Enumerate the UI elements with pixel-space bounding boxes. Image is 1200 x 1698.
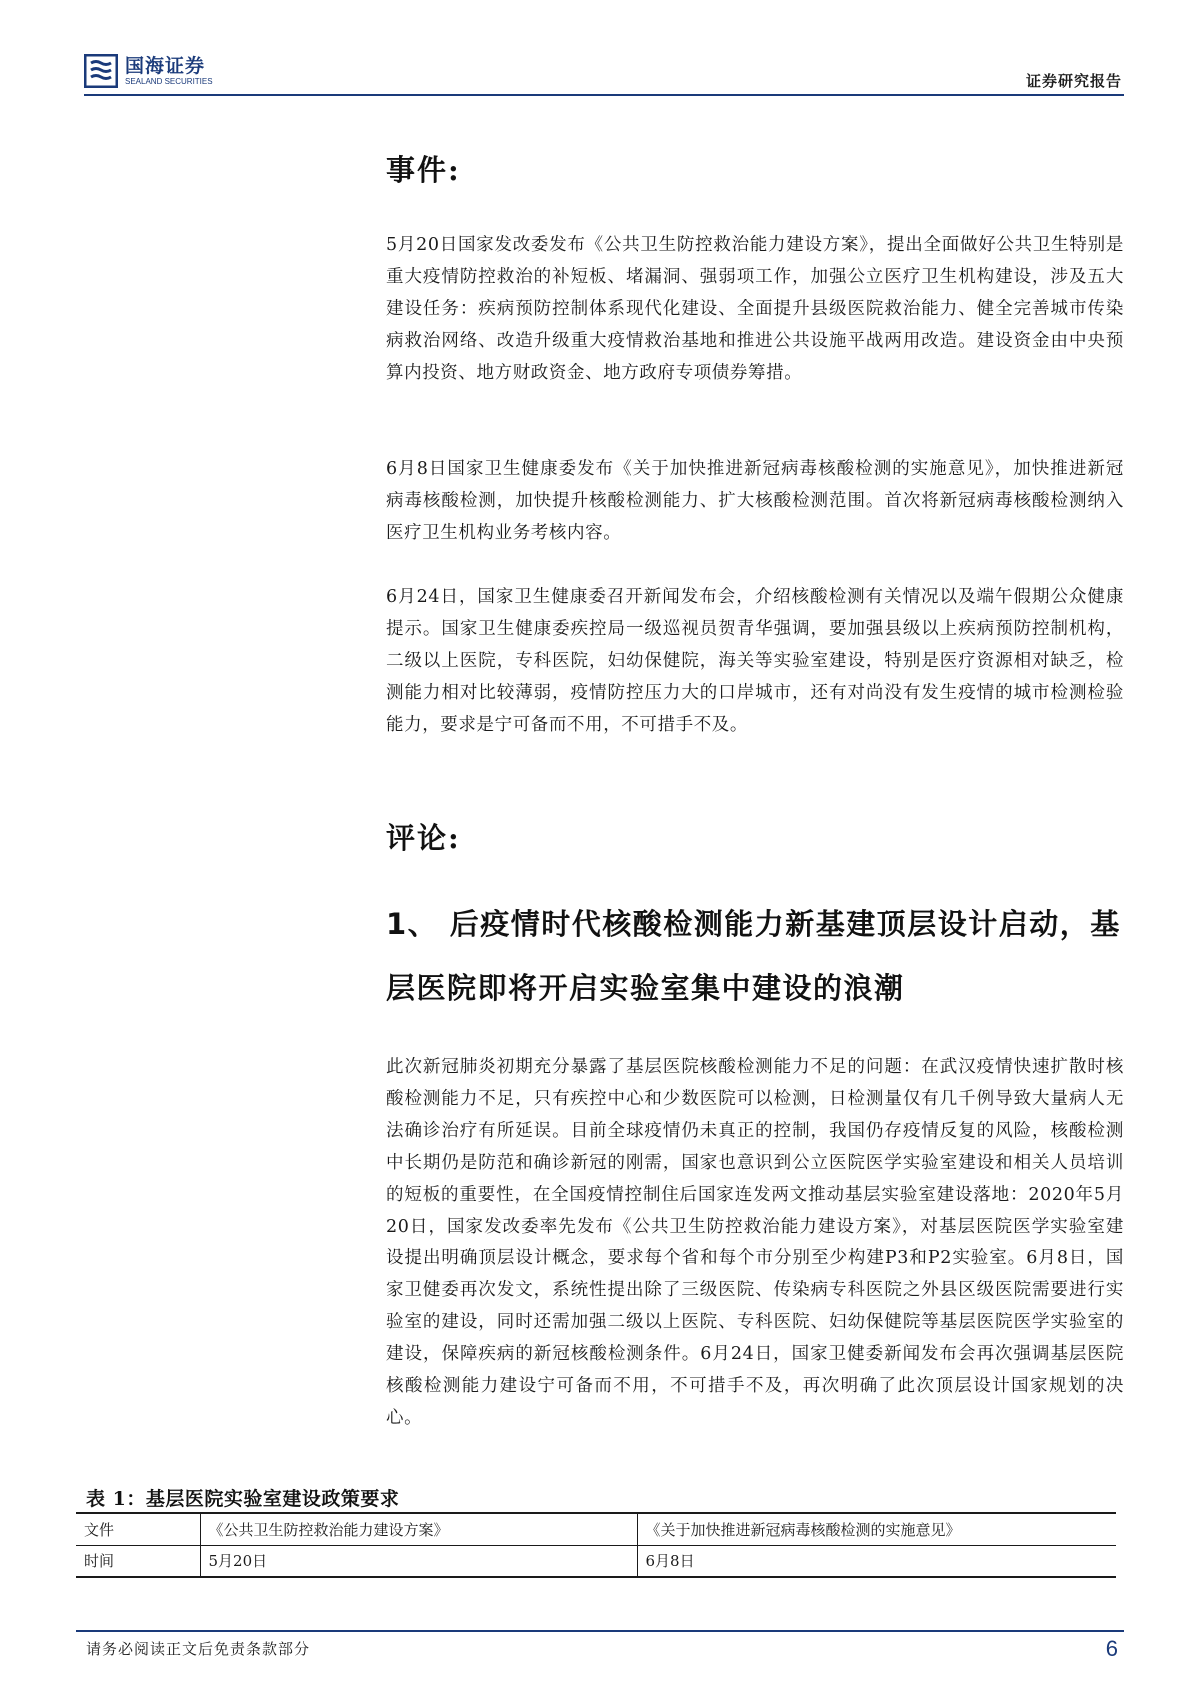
policy-table bbox=[76, 1512, 1116, 1578]
table-row bbox=[76, 1545, 1116, 1577]
event-paragraph-2: 6月8日国家卫生健康委发布《关于加快推进新冠病毒核酸检测的实施意见》，加快推进新冠病毒核酸检测，加快提升核酸检测能力、扩大核酸检测范围。首次将新冠病毒核酸检测纳入医疗卫生机构业务考核内容。 bbox=[386, 459, 1124, 543]
logo-chinese-name: 国海证券 bbox=[125, 55, 206, 77]
table-cell: 6月8日 bbox=[637, 1545, 1116, 1577]
table-cell: 文件 bbox=[76, 1513, 200, 1545]
page-header bbox=[84, 52, 1124, 96]
comment-heading: 评论: bbox=[386, 821, 461, 855]
footer-divider bbox=[76, 1630, 1124, 1632]
section-1-heading: 1、 后疫情时代核酸检测能力新基建顶层设计启动，基层医院即将开启实验室集中建设的浪潮 bbox=[386, 907, 1121, 1005]
logo-english-name: SEALAND SECURITIES bbox=[125, 77, 213, 86]
sealand-logo-icon bbox=[84, 54, 118, 88]
event-heading: 事件: bbox=[386, 153, 461, 187]
table-cell: 《公共卫生防控救治能力建设方案》 bbox=[200, 1513, 637, 1545]
footer-disclaimer: 请务必阅读正文后免责条款部分 bbox=[86, 1640, 311, 1658]
event-paragraph-3: 6月24日，国家卫生健康委召开新闻发布会，介绍核酸检测有关情况以及端午假期公众健康提示。国家卫生健康委疾控局一级巡视员贺青华强调，要加强县级以上疾病预防控制机构，二级以上医院，专科医院，妇幼保健院，海关等实验室建设，特别是医疗资源相对缺乏，检测能力相对比较薄弱，疫情防控压力大的口岸城市，还有对尚没有发生疫情的城市检测检验能力，要求是宁可备而不用，不可措手不及。 bbox=[386, 587, 1124, 735]
page-number: 6 bbox=[1105, 1636, 1118, 1661]
comment-paragraph: 此次新冠肺炎初期充分暴露了基层医院核酸检测能力不足的问题：在武汉疫情快速扩散时核酸检测能力不足，只有疾控中心和少数医院可以检测，日检测量仅有几千例导致大量病人无法确诊治疗有所延误。目前全球疫情仍未真正的控制，我国仍存疫情反复的风险，核酸检测中长期仍是防范和确诊新冠的刚需，国家也意识到公立医院医学实验室建设和相关人员培训的短板的重要性，在全国疫情控制住后国家连发两文推动基层实验室建设落地：2020年5月20日，国家发改委率先发布《公共卫生防控救治能力建设方案》，对基层医院医学实验室建设提出明确顶层设计概念，要求每个省和每个市分别至少构建P3和P2实验室。6月8日，国家卫健委再次发文，系统性提出除了三级医院、传染病专科医院之外县区级医院需要进行实验室的建设，同时还需加强二级以上医院、专科医院、妇幼保健院等基层医院医学实验室的建设，保障疾病的新冠核酸检测条件。6月24日，国家卫健委新闻发布会再次强调基层医院核酸检测能力建设宁可备而不用，不可措手不及，再次明确了此次顶层设计国家规划的决心。 bbox=[386, 1057, 1124, 1428]
table-row bbox=[76, 1513, 1116, 1545]
table-cell: 《关于加快推进新冠病毒核酸检测的实施意见》 bbox=[637, 1513, 1116, 1545]
company-logo bbox=[84, 54, 213, 88]
table-title: 表 1：基层医院实验室建设政策要求 bbox=[86, 1488, 400, 1510]
event-paragraph-1: 5月20日国家发改委发布《公共卫生防控救治能力建设方案》，提出全面做好公共卫生特别是重大疫情防控救治的补短板、堵漏洞、强弱项工作，加强公立医疗卫生机构建设，涉及五大建设任务：疾病预防控制体系现代化建设、全面提升县级医院救治能力、健全完善城市传染病救治网络、改造升级重大疫情救治基地和推进公共设施平战两用改造。建设资金由中央预算内投资、地方财政资金、地方政府专项债券筹措。 bbox=[386, 235, 1124, 383]
table-cell: 时间 bbox=[76, 1545, 200, 1577]
table-cell: 5月20日 bbox=[200, 1545, 637, 1577]
report-type-label: 证券研究报告 bbox=[1025, 72, 1122, 90]
